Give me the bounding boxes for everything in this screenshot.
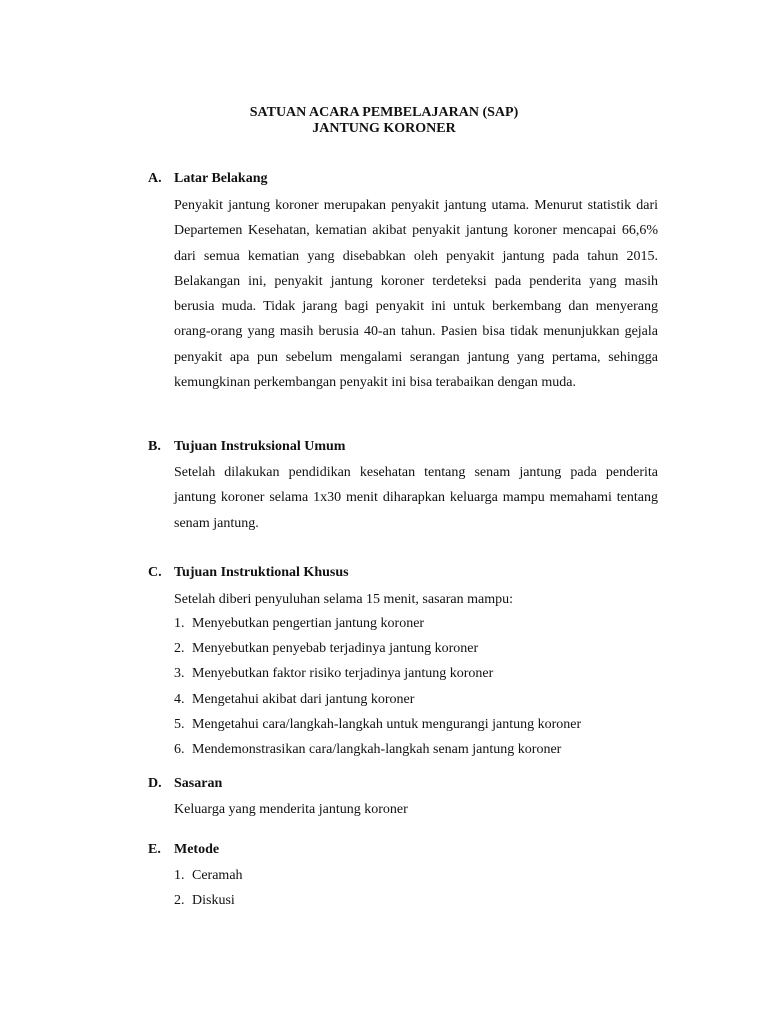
section-d-letter: D. — [148, 776, 162, 791]
section-a-heading — [148, 171, 267, 187]
list-item — [174, 893, 243, 918]
list-item — [174, 666, 581, 691]
section-e-title: Metode — [174, 842, 220, 857]
section-b-heading — [148, 439, 345, 455]
section-b-paragraph: Setelah dilakukan pendidikan kesehatan tentang senam jantung pada penderita jantung koroner selama 1x30 menit diharapkan keluarga mampu memahami tentang senam jantung. — [174, 465, 658, 531]
list-item-text: Mengetahui cara/langkah-langkah untuk mengurangi jantung koroner — [192, 716, 582, 732]
section-c-letter: C. — [148, 565, 162, 580]
section-c-intro: Setelah diberi penyuluhan selama 15 menit, sasaran mampu: — [174, 592, 514, 607]
section-a-letter: A. — [148, 171, 162, 186]
list-item-number: 5. — [174, 716, 185, 732]
list-item-number: 6. — [174, 741, 185, 757]
list-item-number: 3. — [174, 666, 185, 682]
list-item — [174, 868, 243, 893]
section-a-title: Latar Belakang — [174, 171, 268, 186]
section-d-paragraph: Keluarga yang menderita jantung koroner — [174, 802, 408, 817]
section-e-list — [174, 868, 243, 918]
section-b-title: Tujuan Instruksional Umum — [174, 439, 346, 454]
list-item — [174, 616, 581, 641]
section-e-letter: E. — [148, 842, 161, 857]
section-e-heading — [148, 842, 219, 858]
section-d-title: Sasaran — [174, 776, 223, 791]
list-item-text: Menyebutkan penyebab terjadinya jantung koroner — [192, 641, 479, 657]
list-item-number: 2. — [174, 641, 185, 657]
list-item — [174, 742, 581, 767]
list-item-text: Mendemonstrasikan cara/langkah-langkah senam jantung koroner — [192, 741, 562, 757]
section-b-letter: B. — [148, 439, 161, 454]
list-item-number: 1. — [174, 868, 185, 883]
document-subtitle: JANTUNG KORONER — [312, 121, 456, 136]
list-item-text: Diskusi — [192, 893, 235, 909]
list-item-text: Mengetahui akibat dari jantung koroner — [192, 691, 415, 707]
list-item — [174, 641, 581, 666]
section-c-heading — [148, 565, 349, 581]
section-a-paragraph: Penyakit jantung koroner merupakan penyakit jantung utama. Menurut statistik dari Departemen Kesehatan, kematian akibat penyakit jantung koroner mencapai 66,6% dari semua kematian yang disebabkan oleh penyakit jantung pada tahun 2015. Belakangan ini, penyakit jantung koroner terdeteksi pada penderita yang masih berusia muda. Tidak jarang bagi penyakit ini untuk berkembang dan menyerang orang-orang yang masih berusia 40-an tahun. Pasien bisa tidak menunjukkan gejala penyakit apa pun sebelum mengalami serangan jantung yang pertama, sehingga kemungkinan perkembangan penyakit ini bisa terabaikan dengan muda. — [174, 198, 658, 391]
list-item-number: 2. — [174, 893, 185, 909]
list-item-text: Menyebutkan pengertian jantung koroner — [192, 616, 425, 631]
list-item-text: Ceramah — [192, 868, 243, 883]
list-item-number: 1. — [174, 616, 185, 631]
list-item — [174, 717, 581, 742]
section-c-list — [174, 616, 581, 767]
section-d-heading — [148, 776, 222, 792]
section-c-title: Tujuan Instruktional Khusus — [174, 565, 349, 580]
list-item-text: Menyebutkan faktor risiko terjadinya jantung koroner — [192, 666, 494, 682]
list-item-number: 4. — [174, 691, 185, 707]
document-title: SATUAN ACARA PEMBELAJARAN (SAP) — [249, 105, 519, 120]
list-item — [174, 692, 581, 717]
